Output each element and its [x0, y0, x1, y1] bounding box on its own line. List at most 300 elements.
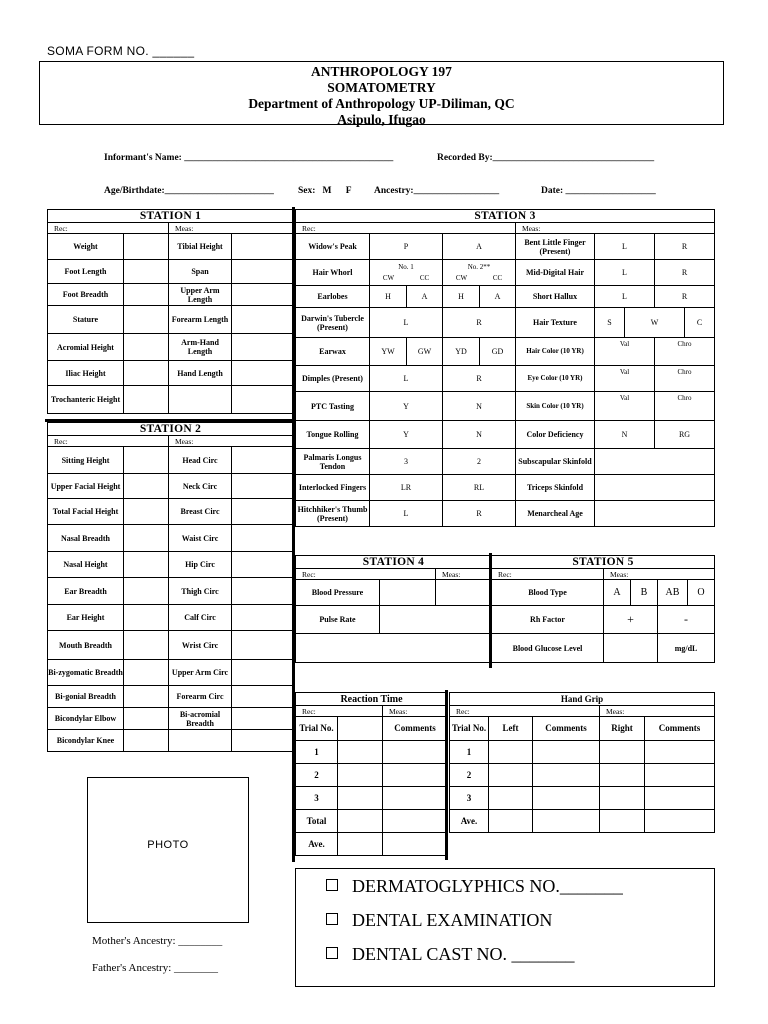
hair-whorl-no2-cell[interactable] — [443, 260, 516, 286]
blood-type-ab[interactable]: AB — [658, 580, 688, 606]
bicondylar-elbow-label: Bicondylar Elbow — [48, 708, 124, 730]
station-3-row — [296, 366, 715, 392]
hand-grip-right-value[interactable] — [600, 764, 645, 787]
forearm-length-value[interactable] — [232, 306, 294, 334]
bi-zygomatic-breadth-value[interactable] — [124, 660, 169, 686]
head-circ-label: Head Circ — [169, 447, 232, 474]
station2-row — [48, 552, 294, 578]
reaction-value[interactable] — [338, 764, 383, 787]
hand-grip-row — [450, 764, 715, 787]
ear-breadth-label: Ear Breadth — [48, 578, 124, 605]
skin-color-10-yr-option-chro[interactable]: Chro — [655, 392, 715, 421]
calf-circ-value[interactable] — [232, 605, 294, 631]
earlobes-option-a[interactable]: A — [480, 286, 516, 308]
station1-row — [48, 234, 294, 260]
earwax-option-gw[interactable]: GW — [407, 338, 443, 366]
checkbox-icon[interactable] — [326, 879, 338, 891]
earlobes-option-h[interactable]: H — [443, 286, 480, 308]
rh-positive[interactable]: + — [604, 606, 658, 634]
span-value[interactable] — [232, 260, 294, 284]
hand-grip-left-value[interactable] — [489, 741, 533, 764]
mid-digital-hair-option-l[interactable]: L — [595, 260, 655, 286]
hair-whorl-no1-options — [370, 274, 442, 283]
earlobes-label: Earlobes — [296, 286, 370, 308]
stature-value[interactable] — [124, 306, 169, 334]
station-3-row — [296, 392, 715, 421]
forearm-circ-value[interactable] — [232, 686, 294, 708]
bent-little-finger-present-option-l[interactable]: L — [595, 234, 655, 260]
foot-length-label: Foot Length — [48, 260, 124, 284]
reaction-time-table — [295, 692, 448, 856]
hand-grip-right-value[interactable] — [600, 787, 645, 810]
foot-length-value[interactable] — [124, 260, 169, 284]
darwin-s-tubercle-present-label: Darwin's Tubercle (Present) — [296, 308, 370, 338]
station-3-row — [296, 234, 715, 260]
location: Asipulo, Ifugao — [337, 112, 426, 127]
dermatoglyphics-label: DERMATOGLYPHICS NO._______ — [352, 876, 623, 896]
stature-label: Stature — [48, 306, 124, 334]
nasal-height-value[interactable] — [124, 552, 169, 578]
hand-grip-trial-2: 2 — [450, 764, 489, 787]
station-3-row — [296, 308, 715, 338]
darwin-s-tubercle-present-option-l[interactable]: L — [370, 308, 443, 338]
station-2-rec[interactable]: Rec: — [48, 436, 169, 447]
tongue-rolling-label: Tongue Rolling — [296, 421, 370, 449]
interlocked-fingers-label: Interlocked Fingers — [296, 475, 370, 501]
mid-digital-hair-option-r[interactable]: R — [655, 260, 715, 286]
hair-whorl-no2-label: No. 2** — [467, 262, 491, 271]
checkbox-icon[interactable] — [326, 947, 338, 959]
dimples-present-option-l[interactable]: L — [370, 366, 443, 392]
breast-circ-value[interactable] — [232, 499, 294, 525]
hand-length-value[interactable] — [232, 361, 294, 386]
hand-grip-row — [450, 810, 715, 833]
earwax-option-yw[interactable]: YW — [370, 338, 407, 366]
course-title: ANTHROPOLOGY 197 — [311, 64, 452, 79]
darwin-s-tubercle-present-option-r[interactable]: R — [443, 308, 516, 338]
station2-row — [48, 605, 294, 631]
station-4-5-divider — [489, 553, 492, 668]
total-facial-height-label: Total Facial Height — [48, 499, 124, 525]
hair-texture-s[interactable]: S — [595, 308, 625, 338]
hand-grip-comment[interactable] — [645, 787, 715, 810]
pulse-rate-label: Pulse Rate — [296, 606, 380, 634]
hand-grip-comment[interactable] — [533, 787, 600, 810]
tongue-rolling-option-n[interactable]: N — [443, 421, 516, 449]
station-3-meas[interactable]: Meas: — [516, 223, 715, 234]
station-3-row — [296, 449, 715, 475]
color-deficiency-option-n[interactable]: N — [595, 421, 655, 449]
skin-color-10-yr-label: Skin Color (10 YR) — [516, 392, 595, 421]
hand-grip-comments-header: Comments — [533, 717, 600, 741]
reaction-comment[interactable] — [383, 741, 448, 764]
hair-texture-w[interactable]: W — [625, 308, 685, 338]
hair-texture-label: Hair Texture — [516, 308, 595, 338]
hip-circ-label: Hip Circ — [169, 552, 232, 578]
station-4-5-table — [295, 555, 715, 663]
menarcheal-age-label: Menarcheal Age — [516, 501, 595, 527]
triceps-skinfold-label: Triceps Skinfold — [516, 475, 595, 501]
reaction-trial-1: 1 — [296, 741, 338, 764]
eye-color-10-yr-option-chro[interactable]: Chro — [655, 366, 715, 392]
station-4-meas[interactable]: Meas: — [436, 569, 492, 580]
blank-label — [169, 386, 232, 414]
hand-grip-comment[interactable] — [645, 764, 715, 787]
hitchhiker-s-thumb-present-option-l[interactable]: L — [370, 501, 443, 527]
hitchhiker-s-thumb-present-option-r[interactable]: R — [443, 501, 516, 527]
reaction-comment[interactable] — [383, 787, 448, 810]
dental-cast-label: DENTAL CAST NO. _______ — [352, 944, 575, 964]
reaction-comment[interactable] — [383, 764, 448, 787]
blood-glucose-unit: mg/dL — [658, 634, 715, 663]
reaction-row — [296, 810, 448, 833]
reaction-trial-2: 2 — [296, 764, 338, 787]
blood-type-label: Blood Type — [492, 580, 604, 606]
hand-grip-comment[interactable] — [645, 741, 715, 764]
age-birthdate-field[interactable]: Age/Birthdate:_______________________ — [104, 186, 274, 196]
blood-glucose-label: Blood Glucose Level — [492, 634, 604, 663]
triceps-skinfold-value[interactable] — [595, 475, 715, 501]
option-cw: CW — [382, 273, 395, 282]
reaction-trial-3: 3 — [296, 787, 338, 810]
ear-height-label: Ear Height — [48, 605, 124, 631]
station-2-table — [47, 422, 294, 752]
station-4-rec[interactable]: Rec: — [296, 569, 436, 580]
bent-little-finger-present-option-r[interactable]: R — [655, 234, 715, 260]
arm-hand-length-label: Arm-Hand Length — [169, 334, 232, 361]
upper-arm-circ-value[interactable] — [232, 660, 294, 686]
sitting-height-value[interactable] — [124, 447, 169, 474]
weight-label: Weight — [48, 234, 124, 260]
hair-texture-c[interactable]: C — [685, 308, 715, 338]
station1-row — [48, 284, 294, 306]
bicondylar-knee-value[interactable] — [124, 730, 169, 752]
reaction-comment[interactable] — [383, 810, 448, 833]
hand-grip-left-value[interactable] — [489, 787, 533, 810]
hair-whorl-no2-options — [443, 274, 515, 283]
short-hallux-option-r[interactable]: R — [655, 286, 715, 308]
reaction-value[interactable] — [338, 741, 383, 764]
hitchhiker-s-thumb-present-label: Hitchhiker's Thumb (Present) — [296, 501, 370, 527]
iliac-height-label: Iliac Height — [48, 361, 124, 386]
bi-zygomatic-breadth-label: Bi-zygomatic Breadth — [48, 660, 124, 686]
reaction-trial-ave: Ave. — [296, 833, 338, 856]
interlocked-fingers-option-lr[interactable]: LR — [370, 475, 443, 501]
dental-cast-item[interactable] — [326, 944, 575, 965]
station1-row — [48, 306, 294, 334]
bi-acromial-breadth-value[interactable] — [232, 708, 294, 730]
station-1-meas[interactable]: Meas: — [169, 223, 294, 234]
hand-grip-comment[interactable] — [645, 810, 715, 833]
blood-pressure-label: Blood Pressure — [296, 580, 380, 606]
rh-factor-label: Rh Factor — [492, 606, 604, 634]
palmaris-longus-tendon-option-2[interactable]: 2 — [443, 449, 516, 475]
station-3-row — [296, 501, 715, 527]
foot-breadth-value[interactable] — [124, 284, 169, 306]
station-3-row — [296, 260, 715, 286]
station-3-row — [296, 286, 715, 308]
breast-circ-label: Breast Circ — [169, 499, 232, 525]
hair-whorl-no1-cell[interactable] — [370, 260, 443, 286]
mouth-breadth-label: Mouth Breadth — [48, 631, 124, 660]
hand-grip-right-header: Right — [600, 717, 645, 741]
station2-row — [48, 474, 294, 499]
tibial-height-value[interactable] — [232, 234, 294, 260]
form-title: SOMATOMETRY — [327, 80, 436, 95]
hand-grip-left-value[interactable] — [489, 764, 533, 787]
upper-arm-length-value[interactable] — [232, 284, 294, 306]
skin-color-10-yr-option-val[interactable]: Val — [595, 392, 655, 421]
waist-circ-value[interactable] — [232, 525, 294, 552]
blood-type-a[interactable]: A — [604, 580, 631, 606]
station2-row — [48, 631, 294, 660]
department: Department of Anthropology UP-Diliman, QC — [248, 96, 515, 111]
tibial-height-label: Tibial Height — [169, 234, 232, 260]
checklist-box — [295, 868, 715, 987]
form-header — [39, 61, 724, 125]
station-3-title: STATION 3 — [296, 210, 715, 223]
blank-value[interactable] — [232, 730, 294, 752]
sex-field[interactable]: Sex: M F — [298, 186, 352, 196]
reaction-trial-header: Trial No. — [296, 717, 338, 741]
color-deficiency-option-rg[interactable]: RG — [655, 421, 715, 449]
hair-whorl-label: Hair Whorl — [296, 260, 370, 286]
palmaris-longus-tendon-label: Palmaris Longus Tendon — [296, 449, 370, 475]
dimples-present-option-r[interactable]: R — [443, 366, 516, 392]
hair-color-10-yr-option-chro[interactable]: Chro — [655, 338, 715, 366]
station-2-title: STATION 2 — [48, 423, 294, 436]
upper-arm-length-label: Upper Arm Length — [169, 284, 232, 306]
earwax-option-gd[interactable]: GD — [480, 338, 516, 366]
hand-grip-trial-header: Trial No. — [450, 717, 489, 741]
rh-negative[interactable]: - — [658, 606, 715, 634]
hand-grip-row — [450, 741, 715, 764]
hand-length-label: Hand Length — [169, 361, 232, 386]
hand-grip-comments2-header: Comments — [645, 717, 715, 741]
form-number: SOMA FORM NO. ______ — [47, 44, 195, 58]
station-divider-vertical — [292, 207, 295, 862]
widow-s-peak-option-a[interactable]: A — [443, 234, 516, 260]
hip-circ-value[interactable] — [232, 552, 294, 578]
eye-color-10-yr-option-val[interactable]: Val — [595, 366, 655, 392]
bi-acromial-breadth-label: Bi-acromial Breadth — [169, 708, 232, 730]
reaction-comments-header: Comments — [383, 717, 448, 741]
reaction-handgrip-divider — [445, 690, 448, 860]
color-deficiency-label: Color Deficiency — [516, 421, 595, 449]
weight-value[interactable] — [124, 234, 169, 260]
thigh-circ-label: Thigh Circ — [169, 578, 232, 605]
informant-name-field[interactable]: Informant's Name: ____________________________________________ — [104, 153, 394, 163]
station2-row — [48, 686, 294, 708]
trochanteric-height-label: Trochanteric Height — [48, 386, 124, 414]
station2-row — [48, 447, 294, 474]
tongue-rolling-option-y[interactable]: Y — [370, 421, 443, 449]
station-1-table — [47, 209, 294, 414]
earwax-option-yd[interactable]: YD — [443, 338, 480, 366]
hand-grip-comment[interactable] — [533, 810, 600, 833]
trochanteric-height-value[interactable] — [124, 386, 169, 414]
short-hallux-option-l[interactable]: L — [595, 286, 655, 308]
station-1-title: STATION 1 — [48, 210, 294, 223]
hand-grip-trial-3: 3 — [450, 787, 489, 810]
hand-grip-right-value[interactable] — [600, 810, 645, 833]
station2-row — [48, 525, 294, 552]
pulse-rate-value[interactable] — [380, 606, 492, 634]
acromial-height-label: Acromial Height — [48, 334, 124, 361]
thigh-circ-value[interactable] — [232, 578, 294, 605]
bicondylar-knee-label: Bicondylar Knee — [48, 730, 124, 752]
ptc-tasting-option-n[interactable]: N — [443, 392, 516, 421]
nasal-breadth-value[interactable] — [124, 525, 169, 552]
blood-type-o[interactable]: O — [688, 580, 715, 606]
reaction-comment[interactable] — [383, 833, 448, 856]
mouth-breadth-value[interactable] — [124, 631, 169, 660]
date-field[interactable]: Date: ___________________ — [541, 186, 656, 196]
station1-row — [48, 260, 294, 284]
hand-grip-trial-ave: Ave. — [450, 810, 489, 833]
nasal-breadth-label: Nasal Breadth — [48, 525, 124, 552]
hair-whorl-no1-label: No. 1 — [398, 262, 414, 271]
blank-value[interactable] — [232, 386, 294, 414]
neck-circ-value[interactable] — [232, 474, 294, 499]
upper-facial-height-label: Upper Facial Height — [48, 474, 124, 499]
father-ancestry-field[interactable]: Father's Ancestry: ________ — [92, 962, 219, 974]
waist-circ-label: Waist Circ — [169, 525, 232, 552]
recorded-by-field[interactable]: Recorded By:__________________________________ — [437, 153, 655, 163]
station2-row — [48, 499, 294, 525]
hand-grip-rec[interactable]: Rec: — [450, 706, 600, 717]
reaction-row — [296, 787, 448, 810]
station-4-blank — [296, 634, 492, 663]
mid-digital-hair-label: Mid-Digital Hair — [516, 260, 595, 286]
nasal-height-label: Nasal Height — [48, 552, 124, 578]
station-3-row — [296, 338, 715, 366]
station-3-row — [296, 475, 715, 501]
reaction-value[interactable] — [338, 787, 383, 810]
hand-grip-comment[interactable] — [533, 741, 600, 764]
station-2-meas[interactable]: Meas: — [169, 436, 294, 447]
bi-gonial-breadth-value[interactable] — [124, 686, 169, 708]
acromial-height-value[interactable] — [124, 334, 169, 361]
station2-row — [48, 730, 294, 752]
blood-pressure-value-2[interactable] — [436, 580, 492, 606]
upper-facial-height-value[interactable] — [124, 474, 169, 499]
reaction-meas[interactable]: Meas: — [383, 706, 448, 717]
total-facial-height-value[interactable] — [124, 499, 169, 525]
dental-exam-label: DENTAL EXAMINATION — [352, 910, 553, 930]
station-1-rec[interactable]: Rec: — [48, 223, 169, 234]
ancestry-field[interactable]: Ancestry:__________________ — [374, 186, 500, 196]
station-1-2-divider — [45, 419, 295, 422]
station-5-meas[interactable]: Meas: — [604, 569, 715, 580]
hair-color-10-yr-option-val[interactable]: Val — [595, 338, 655, 366]
widow-s-peak-option-p[interactable]: P — [370, 234, 443, 260]
hand-grip-meas[interactable]: Meas: — [600, 706, 715, 717]
bi-gonial-breadth-label: Bi-gonial Breadth — [48, 686, 124, 708]
checkbox-icon[interactable] — [326, 913, 338, 925]
eye-color-10-yr-label: Eye Color (10 YR) — [516, 366, 595, 392]
subscapular-skinfold-label: Subscapular Skinfold — [516, 449, 595, 475]
hand-grip-left-value[interactable] — [489, 810, 533, 833]
wrist-circ-value[interactable] — [232, 631, 294, 660]
bicondylar-elbow-value[interactable] — [124, 708, 169, 730]
dimples-present-label: Dimples (Present) — [296, 366, 370, 392]
earlobes-option-a[interactable]: A — [407, 286, 443, 308]
hand-grip-trial-1: 1 — [450, 741, 489, 764]
hand-grip-right-value[interactable] — [600, 741, 645, 764]
station2-row — [48, 708, 294, 730]
span-label: Span — [169, 260, 232, 284]
station-3-table — [295, 209, 715, 527]
wrist-circ-label: Wrist Circ — [169, 631, 232, 660]
reaction-rec[interactable]: Rec: — [296, 706, 383, 717]
reaction-trial-total: Total — [296, 810, 338, 833]
widow-s-peak-label: Widow's Peak — [296, 234, 370, 260]
ptc-tasting-option-y[interactable]: Y — [370, 392, 443, 421]
reaction-row — [296, 741, 448, 764]
blood-type-b[interactable]: B — [631, 580, 658, 606]
forearm-length-label: Forearm Length — [169, 306, 232, 334]
arm-hand-length-value[interactable] — [232, 334, 294, 361]
mother-ancestry-field[interactable]: Mother's Ancestry: ________ — [92, 935, 223, 947]
station1-row — [48, 361, 294, 386]
ear-breadth-value[interactable] — [124, 578, 169, 605]
reaction-time-title: Reaction Time — [296, 693, 448, 706]
head-circ-value[interactable] — [232, 447, 294, 474]
forearm-circ-label: Forearm Circ — [169, 686, 232, 708]
earlobes-option-h[interactable]: H — [370, 286, 407, 308]
palmaris-longus-tendon-option-3[interactable]: 3 — [370, 449, 443, 475]
photo-label: PHOTO — [147, 839, 189, 851]
menarcheal-age-value[interactable] — [595, 501, 715, 527]
dermatoglyphics-item[interactable] — [326, 876, 623, 897]
station2-row — [48, 578, 294, 605]
hand-grip-table — [449, 692, 715, 833]
ptc-tasting-label: PTC Tasting — [296, 392, 370, 421]
reaction-row — [296, 833, 448, 856]
blood-glucose-value[interactable] — [604, 634, 658, 663]
interlocked-fingers-option-rl[interactable]: RL — [443, 475, 516, 501]
bent-little-finger-present-label: Bent Little Finger (Present) — [516, 234, 595, 260]
blood-pressure-value[interactable] — [380, 580, 436, 606]
station-3-row — [296, 421, 715, 449]
photo-box[interactable] — [87, 777, 249, 923]
station-3-rec[interactable]: Rec: — [296, 223, 516, 234]
hand-grip-row — [450, 787, 715, 810]
short-hallux-label: Short Hallux — [516, 286, 595, 308]
ear-height-value[interactable] — [124, 605, 169, 631]
reaction-value-header — [338, 717, 383, 741]
blank-label — [169, 730, 232, 752]
reaction-value[interactable] — [338, 810, 383, 833]
station1-row — [48, 334, 294, 361]
option-cc: CC — [419, 273, 430, 282]
hand-grip-title: Hand Grip — [450, 693, 715, 706]
hand-grip-comment[interactable] — [533, 764, 600, 787]
iliac-height-value[interactable] — [124, 361, 169, 386]
subscapular-skinfold-value[interactable] — [595, 449, 715, 475]
calf-circ-label: Calf Circ — [169, 605, 232, 631]
option-cc: CC — [492, 273, 503, 282]
station-5-rec[interactable]: Rec: — [492, 569, 604, 580]
hair-color-10-yr-label: Hair Color (10 YR) — [516, 338, 595, 366]
neck-circ-label: Neck Circ — [169, 474, 232, 499]
reaction-value[interactable] — [338, 833, 383, 856]
sitting-height-label: Sitting Height — [48, 447, 124, 474]
station2-row — [48, 660, 294, 686]
dental-exam-item[interactable] — [326, 910, 552, 931]
foot-breadth-label: Foot Breadth — [48, 284, 124, 306]
